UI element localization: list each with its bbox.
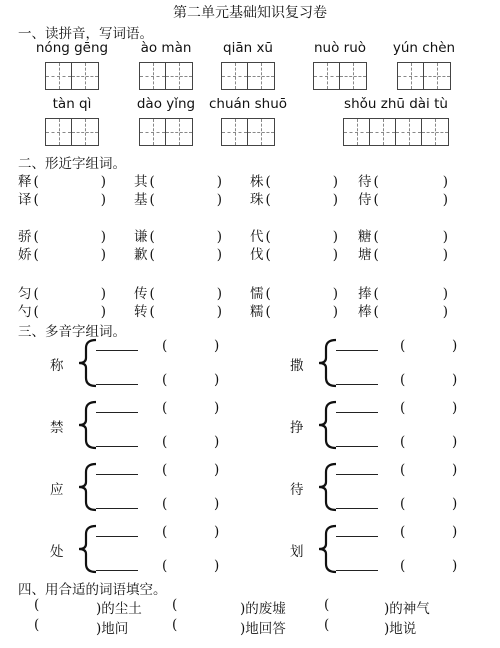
grid-cell[interactable] <box>72 119 98 145</box>
similar-char-item <box>250 300 338 320</box>
page-title: 第二单元基础知识复习卷 <box>173 5 327 21</box>
answer-line[interactable] <box>336 412 378 413</box>
paren-open: ( <box>149 286 155 302</box>
answer-line[interactable] <box>96 446 138 447</box>
paren-close: ) <box>442 174 449 190</box>
paren-open: ( <box>162 558 168 574</box>
paren-close: ) <box>452 400 458 416</box>
answer-blank[interactable] <box>42 597 92 613</box>
paren-open: ( <box>400 338 406 354</box>
paren-open: ( <box>265 247 271 263</box>
grid-cell[interactable] <box>248 119 274 145</box>
answer-blank[interactable] <box>180 597 236 613</box>
similar-char: 塘 <box>358 247 372 263</box>
grid-cell[interactable] <box>222 119 248 145</box>
paren-close: ) <box>452 524 458 540</box>
similar-char-item <box>134 170 222 190</box>
pinyin-label: yún chèn <box>392 40 456 56</box>
paren-close: ) <box>216 192 223 208</box>
paren-close: ) <box>100 286 107 302</box>
grid-cell[interactable] <box>46 63 72 89</box>
similar-char: 伐 <box>250 247 264 263</box>
polyphone-char: 划 <box>290 544 304 560</box>
similar-char-item <box>358 282 448 302</box>
grid-cell[interactable] <box>314 63 340 89</box>
paren-close: ) <box>100 247 107 263</box>
answer-line[interactable] <box>96 350 138 351</box>
paren-close: ) <box>214 496 220 512</box>
pinyin-label: shǒu zhū dài tù <box>344 96 448 112</box>
similar-char: 其 <box>134 174 148 190</box>
similar-char: 侍 <box>358 192 372 208</box>
similar-char: 糯 <box>250 304 264 320</box>
similar-char-item <box>250 243 338 263</box>
pinyin-label: tàn qì <box>52 96 92 112</box>
grid-cell[interactable] <box>344 119 370 145</box>
paren-close: ) <box>214 400 220 416</box>
similar-char-item <box>18 243 106 263</box>
polyphone-char: 处 <box>50 544 64 560</box>
paren-close: ) <box>96 621 102 637</box>
fill-word: 地问 <box>101 621 129 637</box>
fill-item <box>384 597 430 617</box>
similar-char: 懦 <box>250 286 264 302</box>
similar-char-item <box>18 300 106 320</box>
brace-icon <box>316 338 338 388</box>
paren-close: ) <box>332 229 339 245</box>
pinyin-label: nóng gēng <box>35 40 109 56</box>
similar-char-item <box>358 300 448 320</box>
similar-char-item <box>358 188 448 208</box>
paren-open: ( <box>149 304 155 320</box>
paren-close: ) <box>332 304 339 320</box>
fill-item <box>96 617 128 637</box>
similar-char: 娇 <box>18 247 32 263</box>
pinyin-label: chuán shuō <box>208 96 288 112</box>
paren-close: ) <box>214 434 220 450</box>
paren-open: ( <box>162 372 168 388</box>
answer-blank[interactable] <box>332 597 380 613</box>
paren-open: ( <box>34 617 40 633</box>
fill-word: 的神气 <box>389 601 430 617</box>
similar-char: 匀 <box>18 286 32 302</box>
paren-open: ( <box>162 496 168 512</box>
answer-blank[interactable] <box>332 617 380 633</box>
paren-open: ( <box>162 338 168 354</box>
paren-open: ( <box>149 174 155 190</box>
similar-char-item <box>358 170 448 190</box>
paren-open: ( <box>149 229 155 245</box>
paren-open: ( <box>33 174 39 190</box>
similar-char: 译 <box>18 192 32 208</box>
answer-line[interactable] <box>336 570 378 571</box>
similar-char: 棒 <box>358 304 372 320</box>
paren-close: ) <box>240 621 246 637</box>
answer-line[interactable] <box>336 446 378 447</box>
paren-close: ) <box>216 247 223 263</box>
similar-char-item <box>250 188 338 208</box>
paren-close: ) <box>100 192 107 208</box>
pinyin-label: ào màn <box>140 40 192 56</box>
paren-close: ) <box>384 621 390 637</box>
paren-open: ( <box>149 192 155 208</box>
grid-cell[interactable] <box>424 63 450 89</box>
polyphone-char: 禁 <box>50 420 64 436</box>
paren-open: ( <box>33 247 39 263</box>
grid-cell[interactable] <box>46 119 72 145</box>
paren-close: ) <box>216 304 223 320</box>
grid-cell[interactable] <box>398 63 424 89</box>
paren-open: ( <box>400 496 406 512</box>
brace-icon <box>76 524 98 574</box>
paren-open: ( <box>265 304 271 320</box>
similar-char-item <box>18 188 106 208</box>
similar-char: 代 <box>250 229 264 245</box>
similar-char: 歉 <box>134 247 148 263</box>
paren-close: ) <box>216 286 223 302</box>
paren-open: ( <box>265 174 271 190</box>
similar-char-item <box>134 300 222 320</box>
fill-item <box>96 597 142 617</box>
paren-close: ) <box>442 229 449 245</box>
paren-open: ( <box>162 524 168 540</box>
similar-char: 株 <box>250 174 264 190</box>
similar-char: 谦 <box>134 229 148 245</box>
paren-open: ( <box>400 524 406 540</box>
similar-char-item <box>250 282 338 302</box>
grid-cell[interactable] <box>422 119 448 145</box>
answer-blank[interactable] <box>180 617 236 633</box>
paren-close: ) <box>452 372 458 388</box>
paren-close: ) <box>100 229 107 245</box>
polyphone-char: 称 <box>50 358 64 374</box>
paren-close: ) <box>332 247 339 263</box>
grid-cell[interactable] <box>222 63 248 89</box>
paren-open: ( <box>265 192 271 208</box>
similar-char-item <box>250 225 338 245</box>
similar-char-item <box>358 225 448 245</box>
writing-grid[interactable] <box>313 62 367 90</box>
similar-char-item <box>18 282 106 302</box>
answer-blank[interactable] <box>42 617 92 633</box>
paren-open: ( <box>400 372 406 388</box>
fill-word: 的尘土 <box>101 601 142 617</box>
section-2-heading: 二、形近字组词。 <box>18 156 126 172</box>
paren-open: ( <box>400 400 406 416</box>
similar-char: 基 <box>134 192 148 208</box>
grid-cell[interactable] <box>340 63 366 89</box>
paren-open: ( <box>33 192 39 208</box>
answer-line[interactable] <box>96 536 138 537</box>
fill-item <box>240 617 286 637</box>
paren-open: ( <box>373 304 379 320</box>
similar-char: 勺 <box>18 304 32 320</box>
answer-line[interactable] <box>96 412 138 413</box>
section-4-heading: 四、用合适的词语填空。 <box>18 582 167 598</box>
similar-char: 珠 <box>250 192 264 208</box>
similar-char-item <box>250 170 338 190</box>
writing-grid[interactable] <box>139 118 193 146</box>
paren-close: ) <box>442 286 449 302</box>
brace-icon <box>316 400 338 450</box>
paren-open: ( <box>400 558 406 574</box>
paren-open: ( <box>324 617 330 633</box>
paren-close: ) <box>442 247 449 263</box>
writing-grid[interactable] <box>397 62 451 90</box>
brace-icon <box>316 462 338 512</box>
paren-open: ( <box>373 286 379 302</box>
polyphone-char: 待 <box>290 482 304 498</box>
section-3-heading: 三、多音字组词。 <box>18 324 126 340</box>
answer-line[interactable] <box>96 508 138 509</box>
polyphone-char: 撒 <box>290 358 304 374</box>
paren-close: ) <box>384 601 390 617</box>
paren-close: ) <box>214 372 220 388</box>
similar-char-item <box>18 170 106 190</box>
grid-cell[interactable] <box>166 63 192 89</box>
paren-close: ) <box>442 304 449 320</box>
writing-grid[interactable] <box>45 118 99 146</box>
fill-word: 的废墟 <box>245 601 286 617</box>
paren-close: ) <box>452 338 458 354</box>
grid-cell[interactable] <box>140 63 166 89</box>
writing-grid[interactable] <box>45 62 99 90</box>
paren-close: ) <box>452 558 458 574</box>
answer-line[interactable] <box>96 384 138 385</box>
paren-close: ) <box>100 174 107 190</box>
answer-line[interactable] <box>336 350 378 351</box>
paren-close: ) <box>452 462 458 478</box>
paren-close: ) <box>332 286 339 302</box>
paren-open: ( <box>162 462 168 478</box>
paren-close: ) <box>214 558 220 574</box>
similar-char-item <box>134 188 222 208</box>
answer-line[interactable] <box>336 508 378 509</box>
similar-char-item <box>134 225 222 245</box>
paren-open: ( <box>373 247 379 263</box>
fill-word: 地说 <box>389 621 417 637</box>
similar-char-item <box>134 243 222 263</box>
paren-close: ) <box>214 462 220 478</box>
writing-grid[interactable] <box>343 118 449 146</box>
grid-cell[interactable] <box>370 119 396 145</box>
answer-line[interactable] <box>336 536 378 537</box>
paren-open: ( <box>33 286 39 302</box>
pinyin-label: qiān xū <box>223 40 273 56</box>
grid-cell[interactable] <box>248 63 274 89</box>
paren-close: ) <box>100 304 107 320</box>
writing-grid[interactable] <box>221 118 275 146</box>
answer-line[interactable] <box>336 384 378 385</box>
paren-open: ( <box>373 192 379 208</box>
paren-close: ) <box>452 434 458 450</box>
paren-open: ( <box>162 434 168 450</box>
paren-close: ) <box>442 192 449 208</box>
polyphone-char: 挣 <box>290 420 304 436</box>
writing-grid[interactable] <box>221 62 275 90</box>
similar-char-item <box>358 243 448 263</box>
brace-icon <box>76 400 98 450</box>
grid-cell[interactable] <box>140 119 166 145</box>
paren-close: ) <box>332 192 339 208</box>
paren-open: ( <box>324 597 330 613</box>
similar-char: 传 <box>134 286 148 302</box>
paren-open: ( <box>149 247 155 263</box>
paren-close: ) <box>240 601 246 617</box>
polyphone-char: 应 <box>50 482 64 498</box>
similar-char: 释 <box>18 174 32 190</box>
grid-cell[interactable] <box>72 63 98 89</box>
section-1-heading: 一、读拼音，写词语。 <box>18 26 153 42</box>
similar-char: 待 <box>358 174 372 190</box>
paren-open: ( <box>265 286 271 302</box>
paren-open: ( <box>400 434 406 450</box>
similar-char: 骄 <box>18 229 32 245</box>
answer-line[interactable] <box>96 474 138 475</box>
similar-char: 捧 <box>358 286 372 302</box>
paren-close: ) <box>216 229 223 245</box>
paren-open: ( <box>172 597 178 613</box>
pinyin-label: nuò ruò <box>313 40 367 56</box>
brace-icon <box>76 462 98 512</box>
paren-close: ) <box>214 524 220 540</box>
similar-char: 转 <box>134 304 148 320</box>
paren-open: ( <box>373 229 379 245</box>
brace-icon <box>76 338 98 388</box>
paren-open: ( <box>400 462 406 478</box>
fill-item <box>384 617 416 637</box>
paren-close: ) <box>96 601 102 617</box>
similar-char: 糖 <box>358 229 372 245</box>
answer-line[interactable] <box>96 570 138 571</box>
paren-open: ( <box>33 304 39 320</box>
paren-close: ) <box>332 174 339 190</box>
paren-close: ) <box>214 338 220 354</box>
similar-char-item <box>134 282 222 302</box>
fill-item <box>240 597 286 617</box>
grid-cell[interactable] <box>396 119 422 145</box>
answer-line[interactable] <box>336 474 378 475</box>
pinyin-label: dào yǐng <box>136 96 196 112</box>
paren-open: ( <box>33 229 39 245</box>
paren-open: ( <box>265 229 271 245</box>
paren-open: ( <box>373 174 379 190</box>
writing-grid[interactable] <box>139 62 193 90</box>
grid-cell[interactable] <box>166 119 192 145</box>
fill-word: 地回答 <box>245 621 286 637</box>
paren-close: ) <box>452 496 458 512</box>
paren-close: ) <box>216 174 223 190</box>
paren-open: ( <box>162 400 168 416</box>
paren-open: ( <box>172 617 178 633</box>
similar-char-item <box>18 225 106 245</box>
paren-open: ( <box>34 597 40 613</box>
brace-icon <box>316 524 338 574</box>
